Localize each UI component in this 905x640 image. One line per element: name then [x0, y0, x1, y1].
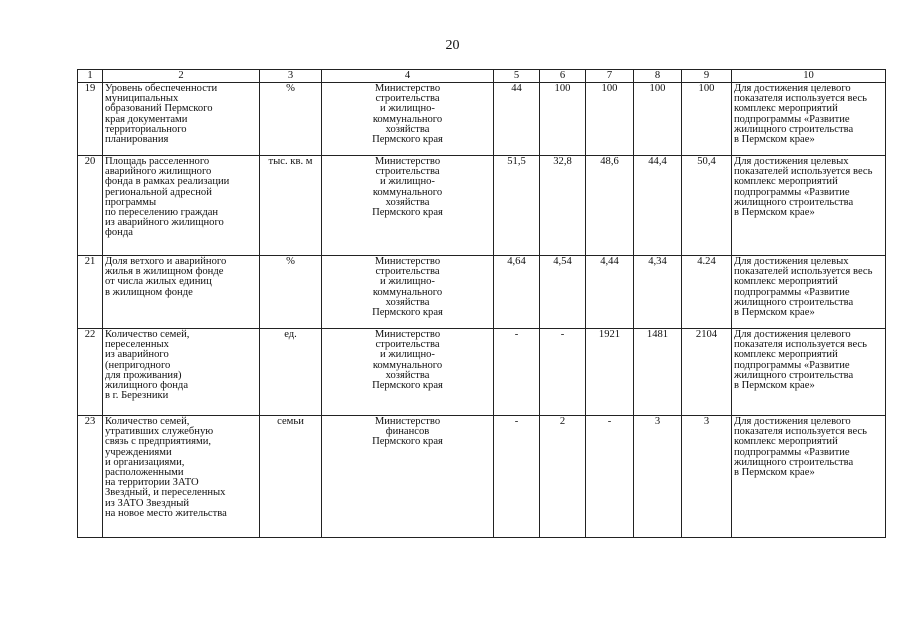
row-number: 20: [78, 156, 103, 256]
responsible-executor-text: Министерство финансов Пермского края: [372, 416, 443, 448]
note-text: Для достижения целевого показателя используется весь комплекс мероприятий подпрограммы «Развитие жилищного строительства в Пермском крае»: [734, 416, 867, 479]
responsible-executor-text: Министерство строительства и жилищно- коммунального хозяйства Пермского края: [372, 83, 443, 146]
row-number: 19: [78, 83, 103, 156]
responsible-executor-text: Министерство строительства и жилищно- коммунального хозяйства Пермского края: [372, 156, 443, 219]
value-col-7: -: [586, 416, 634, 538]
indicator-name: [103, 256, 260, 329]
value-col-6: 4,54: [540, 256, 586, 329]
value-col-7: 1921: [586, 329, 634, 416]
table-row: [78, 256, 886, 329]
indicator-name-text: Количество семей, утративших служебную связь с предприятиями, учреждениями и организациями, расположенными на территории ЗАТО Звездный, и переселенных из ЗАТО Звездный на новое место жительства: [105, 416, 227, 519]
value-col-5: 51,5: [494, 156, 540, 256]
note-text: Для достижения целевых показателей используется весь комплекс мероприятий подпрограммы «Развитие жилищного строительства в Пермском крае»: [734, 256, 873, 319]
value-col-8: 4,34: [634, 256, 682, 329]
row-number: 22: [78, 329, 103, 416]
table-row: [78, 329, 886, 416]
value-col-9: 3: [682, 416, 732, 538]
table-header: [78, 70, 886, 83]
header-col-3: 3: [260, 70, 322, 83]
note: [732, 83, 886, 156]
header-row: [78, 70, 886, 83]
table-row: [78, 416, 886, 538]
unit: тыс. кв. м: [260, 156, 322, 256]
value-col-5: 44: [494, 83, 540, 156]
value-col-8: 3: [634, 416, 682, 538]
page-number: 20: [445, 38, 460, 53]
responsible-executor-text: Министерство строительства и жилищно- коммунального хозяйства Пермского края: [372, 329, 443, 392]
value-col-8: 1481: [634, 329, 682, 416]
note: [732, 329, 886, 416]
note: [732, 156, 886, 256]
indicator-name-text: Площадь расселенного аварийного жилищного фонда в рамках реализации региональной адресной программы по переселению граждан из аварийного жилищного фонда: [105, 156, 230, 239]
indicator-name: [103, 416, 260, 538]
note-text: Для достижения целевого показателя используется весь комплекс мероприятий подпрограммы «Развитие жилищного строительства в Пермском крае»: [734, 83, 867, 146]
unit: %: [260, 256, 322, 329]
value-col-8: 100: [634, 83, 682, 156]
value-col-5: -: [494, 329, 540, 416]
value-col-6: 32,8: [540, 156, 586, 256]
responsible-executor: [322, 156, 494, 256]
header-col-10: 10: [732, 70, 886, 83]
header-col-7: 7: [586, 70, 634, 83]
indicators-table: [77, 69, 886, 538]
indicator-name: [103, 329, 260, 416]
value-col-8: 44,4: [634, 156, 682, 256]
responsible-executor: [322, 416, 494, 538]
header-col-4: 4: [322, 70, 494, 83]
table-row: [78, 156, 886, 256]
responsible-executor-text: Министерство строительства и жилищно- коммунального хозяйства Пермского края: [372, 256, 443, 319]
unit: семьи: [260, 416, 322, 538]
note-text: Для достижения целевых показателей используется весь комплекс мероприятий подпрограммы «Развитие жилищного строительства в Пермском крае»: [734, 156, 873, 219]
header-col-6: 6: [540, 70, 586, 83]
responsible-executor: [322, 256, 494, 329]
header-col-5: 5: [494, 70, 540, 83]
indicator-name: [103, 83, 260, 156]
row-number: 21: [78, 256, 103, 329]
indicator-name-text: Уровень обеспеченности муниципальных образований Пермского края документами территориального планирования: [105, 83, 218, 146]
value-col-5: 4,64: [494, 256, 540, 329]
indicator-name-text: Количество семей, переселенных из аварийного (непригодного для проживания) жилищного фонда в г. Березники: [105, 329, 190, 402]
indicator-name: [103, 156, 260, 256]
value-col-9: 100: [682, 83, 732, 156]
indicator-name-text: Доля ветхого и аварийного жилья в жилищном фонде от числа жилых единиц в жилищном фонде: [105, 256, 227, 298]
header-col-2: 2: [103, 70, 260, 83]
value-col-9: 4.24: [682, 256, 732, 329]
note-text: Для достижения целевого показателя используется весь комплекс мероприятий подпрограммы «Развитие жилищного строительства в Пермском крае»: [734, 329, 867, 392]
header-col-8: 8: [634, 70, 682, 83]
value-col-6: -: [540, 329, 586, 416]
table-body: [78, 83, 886, 538]
value-col-9: 50,4: [682, 156, 732, 256]
table-row: [78, 83, 886, 156]
value-col-5: -: [494, 416, 540, 538]
header-col-9: 9: [682, 70, 732, 83]
value-col-7: 48,6: [586, 156, 634, 256]
responsible-executor: [322, 329, 494, 416]
row-number: 23: [78, 416, 103, 538]
note: [732, 256, 886, 329]
value-col-6: 2: [540, 416, 586, 538]
value-col-7: 4,44: [586, 256, 634, 329]
value-col-9: 2104: [682, 329, 732, 416]
value-col-6: 100: [540, 83, 586, 156]
value-col-7: 100: [586, 83, 634, 156]
unit: %: [260, 83, 322, 156]
header-col-1: 1: [78, 70, 103, 83]
responsible-executor: [322, 83, 494, 156]
unit: ед.: [260, 329, 322, 416]
note: [732, 416, 886, 538]
